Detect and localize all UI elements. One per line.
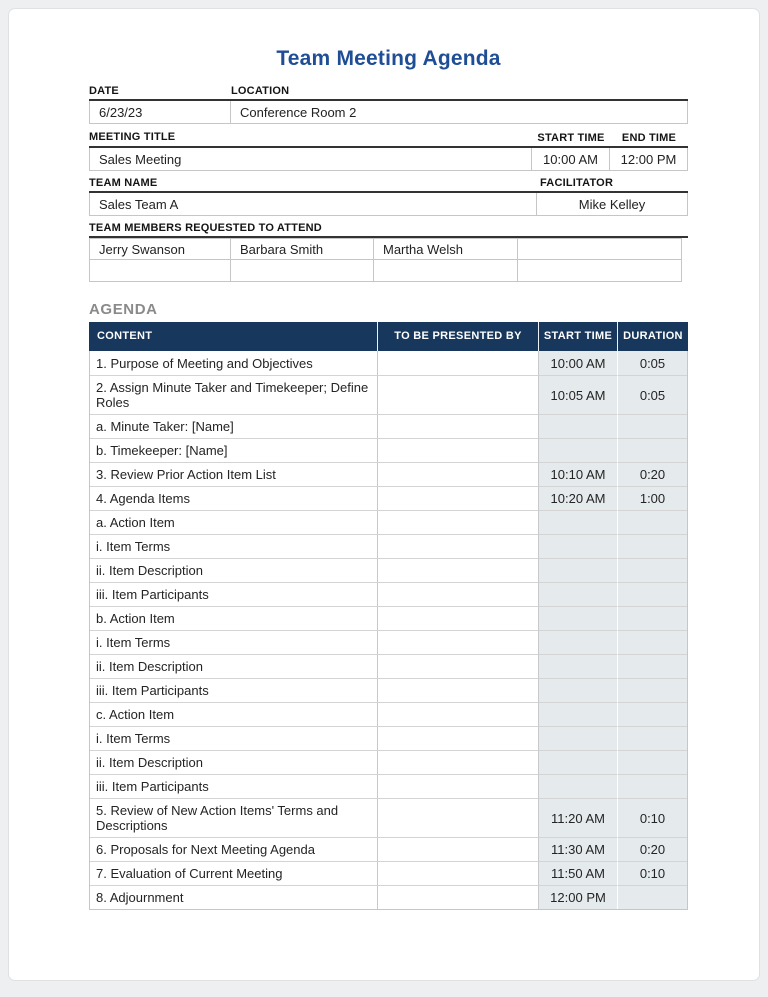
agenda-presenter-cell[interactable] [377,774,538,798]
agenda-content-cell[interactable]: i. Item Terms [90,630,377,654]
agenda-row [90,678,687,702]
end-time-label: END TIME [621,132,677,144]
agenda-presenter-cell[interactable] [377,750,538,774]
meeting-title-labels [89,131,688,148]
agenda-duration-cell[interactable] [617,510,687,534]
column-header-content: CONTENT [97,330,153,342]
agenda-presenter-cell[interactable] [377,702,538,726]
agenda-start-time-cell[interactable] [538,414,617,438]
member-cell[interactable] [518,260,682,282]
agenda-start-time-cell[interactable]: 10:05 AM [538,375,617,414]
agenda-row [90,774,687,798]
agenda-duration-cell[interactable] [617,630,687,654]
agenda-presenter-cell[interactable] [377,861,538,885]
column-header-duration: DURATION [617,322,688,351]
agenda-start-time-cell[interactable]: 11:50 AM [538,861,617,885]
agenda-content-cell[interactable]: ii. Item Description [90,654,377,678]
agenda-content-cell[interactable]: a. Action Item [90,510,377,534]
agenda-row [90,582,687,606]
agenda-start-time-cell[interactable] [538,750,617,774]
agenda-start-time-cell[interactable]: 11:20 AM [538,798,617,837]
agenda-start-time-cell[interactable] [538,438,617,462]
agenda-presenter-cell[interactable] [377,726,538,750]
member-cell[interactable] [231,260,374,282]
agenda-duration-cell[interactable]: 0:05 [617,351,687,375]
agenda-presenter-cell[interactable] [377,534,538,558]
start-time-field[interactable]: 10:00 AM [532,148,610,171]
column-header-presented-by: TO BE PRESENTED BY [377,322,538,351]
agenda-duration-cell[interactable] [617,750,687,774]
column-header-start-time: START TIME [538,322,617,351]
agenda-row [90,486,687,510]
agenda-presenter-cell[interactable] [377,558,538,582]
agenda-duration-cell[interactable] [617,774,687,798]
agenda-row [90,837,687,861]
document-content [9,47,759,910]
agenda-duration-cell[interactable] [617,558,687,582]
agenda-start-time-cell[interactable] [538,774,617,798]
agenda-presenter-cell[interactable] [377,486,538,510]
team-name-label: TEAM NAME [89,177,158,189]
agenda-start-time-cell[interactable]: 10:10 AM [538,462,617,486]
agenda-content-cell[interactable]: i. Item Terms [90,534,377,558]
agenda-content-cell[interactable]: ii. Item Description [90,750,377,774]
agenda-row [90,438,687,462]
agenda-row [90,510,687,534]
agenda-row [90,375,687,414]
location-field[interactable]: Conference Room 2 [231,101,688,124]
team-name-field[interactable]: Sales Team A [89,193,537,216]
end-time-field[interactable]: 12:00 PM [610,148,688,171]
agenda-content-cell[interactable]: 5. Review of New Action Items' Terms and Descriptions [90,798,377,837]
agenda-presenter-cell[interactable] [377,630,538,654]
agenda-start-time-cell[interactable] [538,702,617,726]
agenda-row [90,630,687,654]
agenda-duration-cell[interactable] [617,654,687,678]
team-name-row [89,193,688,216]
agenda-content-cell[interactable]: iii. Item Participants [90,582,377,606]
agenda-row [90,750,687,774]
location-label: LOCATION [231,85,290,97]
member-cell[interactable] [518,238,682,260]
agenda-presenter-cell[interactable] [377,582,538,606]
agenda-presenter-cell[interactable] [377,462,538,486]
agenda-presenter-cell[interactable] [377,654,538,678]
agenda-duration-cell[interactable]: 0:20 [617,462,687,486]
agenda-content-cell[interactable]: 4. Agenda Items [90,486,377,510]
agenda-content-cell[interactable]: 8. Adjournment [90,885,377,909]
agenda-presenter-cell[interactable] [377,606,538,630]
agenda-presenter-cell[interactable] [377,351,538,375]
agenda-content-cell[interactable]: 3. Review Prior Action Item List [90,462,377,486]
agenda-row [90,885,687,909]
agenda-content-cell[interactable]: b. Action Item [90,606,377,630]
meeting-title-label: MEETING TITLE [89,131,176,143]
agenda-row [90,798,687,837]
agenda-row [90,414,687,438]
agenda-start-time-cell[interactable] [538,558,617,582]
team-name-labels [89,177,688,193]
agenda-content-cell[interactable]: c. Action Item [90,702,377,726]
agenda-start-time-cell[interactable] [538,534,617,558]
team-members-row [89,238,688,260]
agenda-content-cell[interactable]: iii. Item Participants [90,678,377,702]
team-members-table [89,238,688,282]
agenda-duration-cell[interactable] [617,582,687,606]
agenda-content-cell[interactable]: 6. Proposals for Next Meeting Agenda [90,837,377,861]
agenda-duration-cell[interactable] [617,414,687,438]
agenda-start-time-cell[interactable]: 11:30 AM [538,837,617,861]
agenda-duration-cell[interactable] [617,606,687,630]
agenda-duration-cell[interactable] [617,726,687,750]
agenda-duration-cell[interactable] [617,702,687,726]
agenda-row [90,462,687,486]
page-title: Team Meeting Agenda [276,47,501,70]
meeting-title-field[interactable]: Sales Meeting [89,148,532,171]
date-field[interactable]: 6/23/23 [89,101,231,124]
agenda-duration-cell[interactable]: 1:00 [617,486,687,510]
facilitator-field[interactable]: Mike Kelley [537,193,688,216]
agenda-presenter-cell[interactable] [377,510,538,534]
member-cell[interactable]: Jerry Swanson [89,238,231,260]
agenda-start-time-cell[interactable] [538,654,617,678]
team-members-labels [89,222,688,238]
agenda-start-time-cell[interactable]: 10:20 AM [538,486,617,510]
facilitator-label: FACILITATOR [540,177,614,189]
agenda-row [90,558,687,582]
agenda-start-time-cell[interactable]: 12:00 PM [538,885,617,909]
agenda-duration-cell[interactable]: 0:20 [617,837,687,861]
agenda-row [90,351,687,375]
agenda-content-cell[interactable]: ii. Item Description [90,558,377,582]
agenda-row [90,861,687,885]
agenda-start-time-cell[interactable] [538,726,617,750]
agenda-heading: AGENDA [89,301,158,318]
agenda-content-cell[interactable]: 7. Evaluation of Current Meeting [90,861,377,885]
date-location-row [89,101,688,124]
meeting-title-row [89,148,688,171]
team-members-label: TEAM MEMBERS REQUESTED TO ATTEND [89,222,322,234]
agenda-duration-cell[interactable]: 0:05 [617,375,687,414]
agenda-duration-cell[interactable]: 0:10 [617,798,687,837]
agenda-row [90,702,687,726]
agenda-content-cell[interactable]: a. Minute Taker: [Name] [90,414,377,438]
agenda-row [90,534,687,558]
agenda-start-time-cell[interactable] [538,606,617,630]
agenda-start-time-cell[interactable] [538,678,617,702]
agenda-presenter-cell[interactable] [377,375,538,414]
agenda-presenter-cell[interactable] [377,414,538,438]
agenda-content-cell[interactable]: b. Timekeeper: [Name] [90,438,377,462]
agenda-table-header [89,322,688,351]
agenda-presenter-cell[interactable] [377,438,538,462]
member-cell[interactable] [374,260,518,282]
agenda-presenter-cell[interactable] [377,837,538,861]
agenda-table [89,322,688,910]
start-time-label: START TIME [537,132,605,144]
agenda-duration-cell[interactable] [617,885,687,909]
member-cell[interactable] [89,260,231,282]
agenda-duration-cell[interactable] [617,534,687,558]
date-location-labels [89,85,688,101]
agenda-content-cell[interactable]: 2. Assign Minute Taker and Timekeeper; Define Roles [90,375,377,414]
agenda-start-time-cell[interactable]: 10:00 AM [538,351,617,375]
agenda-start-time-cell[interactable] [538,510,617,534]
agenda-content-cell[interactable]: iii. Item Participants [90,774,377,798]
agenda-duration-cell[interactable] [617,438,687,462]
document-page [8,8,760,981]
agenda-row [90,606,687,630]
date-label: DATE [89,85,119,97]
agenda-table-body [89,351,688,910]
agenda-start-time-cell[interactable] [538,630,617,654]
agenda-row [90,726,687,750]
member-cell[interactable]: Martha Welsh [374,238,518,260]
agenda-presenter-cell[interactable] [377,885,538,909]
agenda-duration-cell[interactable] [617,678,687,702]
agenda-duration-cell[interactable]: 0:10 [617,861,687,885]
agenda-presenter-cell[interactable] [377,678,538,702]
agenda-presenter-cell[interactable] [377,798,538,837]
agenda-start-time-cell[interactable] [538,582,617,606]
agenda-row [90,654,687,678]
member-cell[interactable]: Barbara Smith [231,238,374,260]
agenda-content-cell[interactable]: i. Item Terms [90,726,377,750]
agenda-content-cell[interactable]: 1. Purpose of Meeting and Objectives [90,351,377,375]
team-members-row [89,260,688,282]
